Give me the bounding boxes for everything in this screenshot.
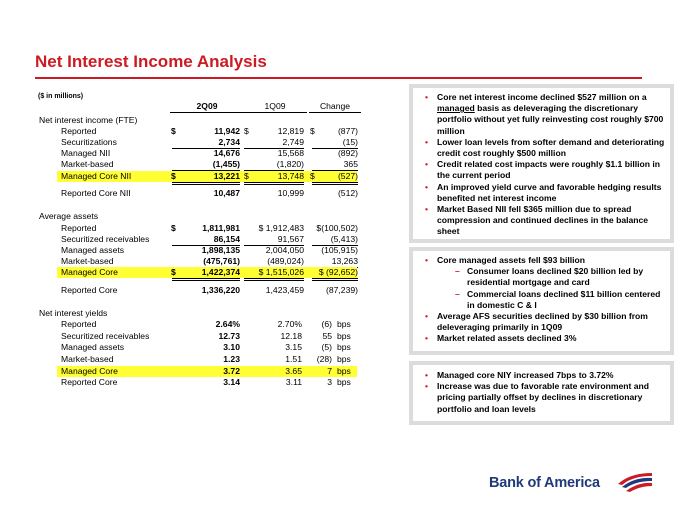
value-2q09: 1,422,374 [201, 267, 240, 277]
section-heading [0, 115, 360, 126]
section-label: Net interest income (FTE) [39, 115, 138, 125]
row-label: Reported [61, 319, 97, 329]
row-label: Reported [61, 223, 97, 233]
value-1q09: 12.18 [280, 331, 302, 341]
value-1q09: $ 1,912,483 [258, 223, 304, 233]
value-change: 55 [322, 331, 332, 341]
bullet-icon: • [425, 381, 429, 392]
dash-icon: – [455, 288, 460, 299]
value-change: (892) [337, 148, 358, 158]
table-row [0, 126, 360, 137]
value-2q09: 13,221 [213, 171, 240, 181]
total-rule [172, 184, 240, 185]
unit-label: bps [337, 354, 351, 364]
total-rule [244, 278, 304, 279]
total-rule [312, 278, 358, 279]
table-row-highlighted [0, 366, 380, 377]
table-row [0, 188, 360, 199]
value-1q09: 1,423,459 [265, 285, 304, 295]
row-label: Managed Core NII [61, 171, 132, 181]
total-rule [172, 278, 240, 279]
row-label: Managed Core [61, 366, 118, 376]
currency-sign: $ [244, 126, 249, 136]
value-1q09: 91,567 [277, 234, 304, 244]
table-row [0, 234, 360, 245]
section-label: Net interest yields [39, 308, 108, 318]
total-rule [172, 280, 240, 281]
logo-wordmark: Bank of America [489, 475, 600, 491]
value-1q09: 1.51 [285, 354, 302, 364]
table-row [0, 245, 360, 256]
value-1q09: 3.11 [285, 377, 302, 387]
bullet-icon: • [425, 181, 429, 192]
bullet-icon: • [425, 136, 429, 147]
bullet-icon: • [425, 159, 429, 170]
table-row [0, 354, 380, 365]
total-rule [172, 182, 240, 183]
row-label: Securitizations [61, 137, 117, 147]
value-2q09: 1,336,220 [201, 285, 240, 295]
total-rule [244, 182, 304, 183]
value-1q09: $ 1,515,026 [258, 267, 304, 277]
row-label: Managed NII [61, 148, 111, 158]
value-2q09: 11,942 [214, 126, 240, 136]
value-1q09: 2,004,050 [265, 245, 304, 255]
value-2q09: 3.10 [223, 342, 240, 352]
table-row [0, 159, 360, 170]
value-2q09: 10,487 [213, 188, 240, 198]
table-row [0, 223, 360, 234]
col-header-underline [309, 112, 361, 113]
col-header-change: Change [319, 101, 351, 111]
row-label: Managed assets [61, 245, 125, 255]
value-change: (877) [337, 126, 358, 136]
total-rule [244, 280, 304, 281]
value-2q09: 14,676 [213, 148, 240, 158]
section-label: Average assets [39, 211, 99, 221]
total-rule [244, 184, 304, 185]
bullet-item: • Credit related cost impacts were roughly $1.1 billion in the current period [425, 159, 661, 181]
table-row [0, 319, 380, 330]
row-label: Managed Core [61, 267, 118, 277]
value-1q09: 3.65 [285, 366, 302, 376]
value-2q09: 2.64% [215, 319, 240, 329]
col-header-1q09: 1Q09 [264, 101, 286, 111]
total-rule [312, 182, 358, 183]
value-2q09: 12.73 [218, 331, 240, 341]
value-1q09: 12,819 [277, 126, 304, 136]
value-change: (28) [316, 354, 332, 364]
currency-sign: $ [171, 126, 176, 136]
bullet-item: • Core net interest income declined $527 million on a managed basis as deleveraging the discretionary portfolio without yet fully reinvesting cost roughly $700 million [425, 92, 664, 136]
value-1q09: (489,024) [267, 256, 304, 266]
bullet-list [425, 92, 668, 238]
value-change: $(100,502) [316, 223, 358, 233]
commentary-panel-nii [409, 84, 674, 243]
bullet-icon: • [425, 204, 429, 215]
table-row [0, 256, 360, 267]
value-2q09: 3.72 [223, 366, 240, 376]
currency-sign: $ [171, 171, 176, 181]
value-2q09: 86,154 [213, 234, 240, 244]
currency-sign: $ [244, 171, 249, 181]
row-label: Reported Core [61, 285, 118, 295]
value-change: 3 [327, 377, 332, 387]
value-1q09: 15,568 [277, 148, 304, 158]
bullet-list [425, 255, 668, 345]
bullet-item: • Market Based NII fell $365 million due to spread compression and continued declines in the balance sheet [425, 204, 649, 237]
value-1q09: 2,749 [282, 137, 304, 147]
table-row [0, 377, 380, 388]
value-change: $ (92,652) [318, 267, 358, 277]
value-2q09: 1.23 [223, 354, 240, 364]
commentary-panel-yields [409, 361, 674, 425]
row-label: Reported Core NII [61, 188, 131, 198]
value-1q09: 2.70% [277, 319, 302, 329]
value-1q09: 10,999 [277, 188, 304, 198]
value-change: 13,263 [331, 256, 358, 266]
row-label: Market-based [61, 159, 114, 169]
row-label: Market-based [61, 256, 114, 266]
row-label: Securitized receivables [61, 331, 150, 341]
table-row [0, 342, 380, 353]
currency-sign: $ [171, 223, 176, 233]
page-title: Net Interest Income Analysis [35, 52, 267, 71]
bullet-item: • Managed core NIY increased 7bps to 3.72% [425, 370, 614, 380]
value-change: (6) [321, 319, 332, 329]
currency-sign: $ [171, 267, 176, 277]
bullet-item: • Average AFS securities declined by $30 billion from deleveraging primarily in 1Q09 [425, 311, 648, 333]
value-2q09: 3.14 [223, 377, 240, 387]
sub-bullet-item: – Commercial loans declined $11 billion centered in domestic C & I [455, 288, 661, 310]
row-label: Reported Core [61, 377, 118, 387]
table-row-highlighted [0, 171, 360, 182]
value-change: (512) [337, 188, 358, 198]
col-header-underline [170, 112, 244, 113]
currency-sign: $ [310, 171, 315, 181]
unit-label: bps [337, 331, 351, 341]
unit-label: bps [337, 319, 351, 329]
bullet-list [425, 370, 668, 415]
value-2q09: 1,898,135 [201, 245, 240, 255]
row-label: Securitized receivables [61, 234, 150, 244]
bullet-icon: • [425, 311, 429, 322]
units-note: ($ in millions) [38, 93, 84, 100]
unit-label: bps [337, 342, 351, 352]
value-2q09: (1,455) [212, 159, 240, 169]
bullet-item: • Lower loan levels from softer demand and deteriorating credit cost roughly $500 million [425, 136, 665, 159]
value-2q09: 1,811,981 [202, 223, 240, 233]
value-change: (527) [337, 171, 358, 181]
currency-sign: $ [310, 126, 315, 136]
col-header-underline [243, 112, 307, 113]
section-heading [0, 211, 360, 222]
unit-label: bps [337, 366, 351, 376]
section-heading [0, 308, 380, 319]
bullet-item: • Market related assets declined 3% [425, 333, 577, 344]
value-2q09: (475,761) [203, 256, 240, 266]
value-change: (87,239) [325, 285, 358, 295]
table-row [0, 137, 360, 148]
bullet-icon: • [425, 370, 429, 380]
row-label: Reported [61, 126, 97, 136]
value-change: (105,915) [321, 245, 358, 255]
value-change: (5) [321, 342, 332, 352]
bullet-icon: • [425, 255, 429, 265]
total-rule [312, 280, 358, 281]
sub-bullet-item: – Consumer loans declined $20 billion led by residential mortgage and card [455, 266, 644, 288]
total-rule [312, 184, 358, 185]
bullet-item: • Increase was due to favorable rate environment and pricing partially offset by declines in discretionary portfolio and loan levels [425, 381, 650, 414]
value-2q09: 2,734 [218, 137, 240, 147]
value-1q09: (1,820) [276, 159, 304, 169]
bullet-item: • Core managed assets fell $93 billion [425, 255, 586, 265]
value-1q09: 13,748 [277, 171, 304, 181]
commentary-panel-assets [409, 247, 674, 355]
flagscape-icon [616, 471, 654, 493]
value-change: 365 [343, 159, 358, 169]
dash-icon: – [455, 266, 460, 277]
row-label: Market-based [61, 354, 114, 364]
value-1q09: 3.15 [285, 342, 302, 352]
value-change: (15) [342, 137, 358, 147]
value-change: 7 [327, 366, 332, 376]
bullet-icon: • [425, 92, 429, 102]
table-row-highlighted [0, 267, 360, 278]
value-change: (5,413) [330, 234, 358, 244]
row-label: Managed assets [61, 342, 125, 352]
bullet-item: • An improved yield curve and favorable hedging results benefited net interest income [425, 181, 662, 203]
col-header-2q09: 2Q09 [196, 101, 218, 111]
unit-label: bps [337, 377, 351, 387]
table-row [0, 285, 360, 296]
table-row [0, 331, 380, 342]
title-rule [35, 77, 642, 79]
table-row [0, 148, 360, 159]
bullet-icon: • [425, 333, 429, 344]
